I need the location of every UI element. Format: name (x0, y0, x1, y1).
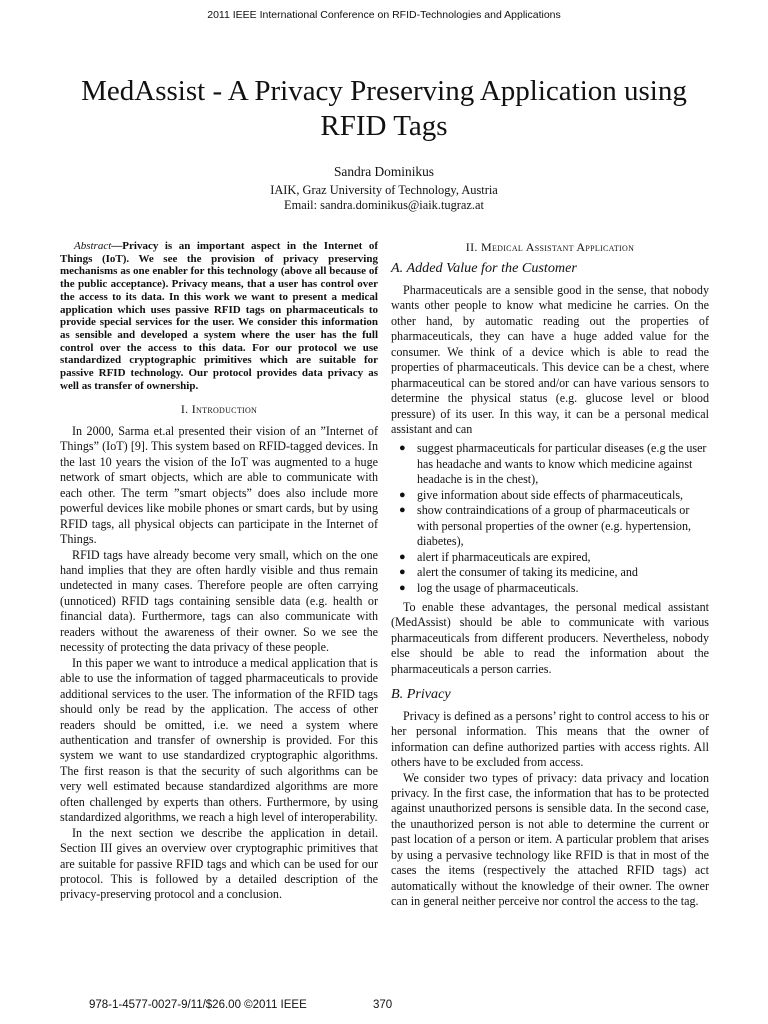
intro-paragraph-2: RFID tags have already become very small, which on the one hand implies that they are often hardly visible and thus remain undetected in many cases. Therefore people are often carrying (unnoticed) RFID tags containing sensible data (e.g. health or financial data). Furthermore, tags can also communicate with readers without the awareness of their owner. So we see the necessity of protecting the data privacy of these people. (60, 547, 378, 655)
bullet-icon: ● (399, 442, 406, 455)
bullet-icon: ● (399, 550, 406, 563)
subsection-heading-added-value: A. Added Value for the Customer (391, 260, 577, 277)
section-heading-medical-assistant: II. Medical Assistant Application (465, 240, 635, 254)
intro-paragraph-1: In 2000, Sarma et.al presented their vision of an ”Internet of Things” (IoT) [9]. This system based on RFID-tagged devices. In the last 10 years the vision of the IoT was augmented to a huge network of smart objects, which are able to communicate with each other. The term ”smart objects” does also include more powerful devices like mobile phones or smart cards, but by using RFID tags, all physical objects can participate in the Internet of Things. (60, 423, 378, 547)
abstract (60, 240, 378, 392)
added-value-paragraph-1: Pharmaceuticals are a sensible good in the sense, that nobody wants other people to know what medicine he carries. On the other hand, by automatic reading out the properties of pharmaceuticals, they can have a huge added value for the consumer. We think of a device which is able to read the properties of pharmaceuticals. This device can be a chest, where pharmaceutical can be stored and/or can have various sensors to determine the physical status (e.g. glucose level or blood pressure) of its user. In this way, it can be a personal medical assistant and can (391, 282, 709, 436)
list-item: ● show contraindications of a group of pharmaceuticals or with personal properties of the owner (e.g. hypertension, diabetes), (399, 503, 692, 549)
bullet-icon: ● (399, 566, 406, 579)
author-name: Sandra Dominikus (333, 164, 435, 179)
bullet-icon: ● (399, 581, 406, 594)
list-item: ● suggest pharmaceuticals for particular diseases (e.g the user has headache and wants to know which medicine against headache is in the chest), (399, 441, 707, 487)
abstract-label: Abstract (74, 240, 112, 252)
feature-list (391, 441, 709, 596)
title-line-1: MedAssist - A Privacy Preserving Application using (81, 75, 687, 107)
title-line-2: RFID Tags (320, 110, 448, 142)
author-affiliation: IAIK, Graz University of Technology, Austria (270, 182, 498, 197)
list-item: ● alert the consumer of taking its medicine, and (399, 565, 638, 580)
added-value-paragraph-2: To enable these advantages, the personal medical assistant (MedAssist) should be able to communicate with various pharmaceuticals from different producers. Nevertheless, nobody else should be able to read the information about the pharmaceuticals a person carries. (391, 599, 709, 676)
list-item: ● alert if pharmaceuticals are expired, (399, 549, 591, 564)
privacy-paragraph-1: Privacy is defined as a persons’ right to control access to his or her personal information. This means that the owner of information can define authorized parties with access rights. All others have to be excluded from access. (391, 708, 709, 770)
author-email: Email: sandra.dominikus@iaik.tugraz.at (284, 198, 484, 212)
list-item: ● give information about side effects of pharmaceuticals, (399, 487, 684, 502)
privacy-paragraph-2: We consider two types of privacy: data privacy and location privacy. In the first case, the information that has to be protected against unauthorized persons is sensible data. In the second case, the unauthorized person is not able to determine the current or past location of a person or item. A particular problem that arises by using a pervasive technology like RFID is that in most of the cases the items (respectively the attached RFID tags) act automatically without the knowledge of their owner. The owner can in general neither perceive nor control the access to the tag. (391, 770, 709, 909)
author-block (0, 164, 768, 214)
section-heading-introduction: I. Introduction (180, 402, 258, 417)
bullet-icon: ● (399, 504, 406, 517)
running-header: 2011 IEEE International Conference on RFID-Technologies and Applications (207, 9, 561, 21)
intro-paragraph-4: In the next section we describe the application in detail. Section III gives an overview over cryptographic primitives that are suitable for passive RFID tags and which can be used for our protocol. This is followed by a detailed description of the privacy-preserving protocol and a conclusion. (60, 825, 378, 902)
subsection-heading-privacy: B. Privacy (391, 686, 451, 703)
list-item: ● log the usage of pharmaceuticals. (399, 580, 579, 595)
abstract-text: —Privacy is an important aspect in the Internet of Things (IoT). We see the provision of privacy preserving mechanisms as one enabler for this technology (above all because of the public acceptance). Privacy means, that a user has control over the access to its data. In this work we want to present a medical application which uses passive RFID tags on pharmaceuticals to provide special services for the user. We consider this information as sensible and developed a system where the user has the full control over the access to this data. For our protocol we use standardized cryptographic primitives which are suitable for passive RFID technology. Our protocol provides data privacy as well as transfer of ownership. (60, 240, 378, 392)
intro-paragraph-3: In this paper we want to introduce a medical application that is able to use the information of tagged pharmaceuticals to provide additional services to the user. The information of the RFID tags should only be read by the application. The access of other readers should be omitted, i.e. we need a system where authentication and transfer of ownership is provided. For this system we want to use standardized cryptographic algorithms. The first reason is that the security of such algorithms can be very well estimated because standardized algorithms are more often challenged by experts than others. Furthermore, by using standardized algorithms, we reach a high level of interoperability. (60, 655, 378, 825)
right-column (391, 240, 709, 910)
page-number: 370 (373, 999, 393, 1011)
paper-title (40, 74, 728, 144)
bullet-icon: ● (399, 488, 406, 501)
left-column (60, 240, 378, 903)
footer-identifier: 978-1-4577-0027-9/11/$26.00 ©2011 IEEE (89, 999, 307, 1011)
